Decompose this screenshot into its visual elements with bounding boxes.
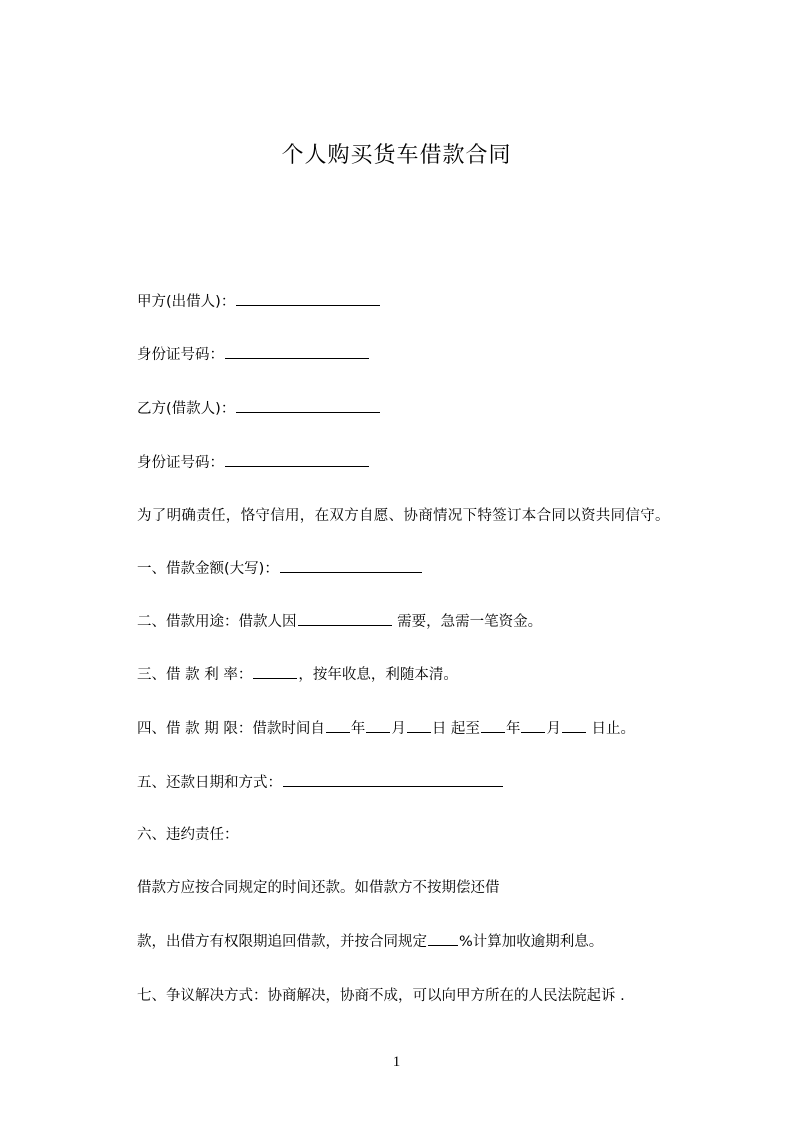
breach-text-suffix: %计算加收逾期利息。 [459, 934, 604, 950]
lender-name-blank [236, 290, 380, 306]
lender-line [137, 290, 381, 314]
clause-4-prefix: 四、借 款 期 限：借款时间自 [137, 721, 325, 737]
borrower-id-label: 身份证号码： [137, 455, 224, 471]
document-title: 个人购买货车借款合同 [281, 143, 512, 168]
lender-id-line [137, 343, 370, 367]
clause-1-amount [137, 557, 423, 581]
end-month-blank [521, 717, 545, 733]
clause-1-label: 一、借款金额(大写)： [137, 561, 279, 577]
breach-text-line-1: 借款方应按合同规定的时间还款。如借款方不按期偿还借 [137, 880, 500, 896]
clause-3-prefix: 三、借 款 利 率： [137, 667, 253, 683]
borrower-label: 乙方(借款人)： [137, 401, 236, 417]
clause-2-purpose [137, 610, 542, 634]
page-number: 1 [392, 1054, 401, 1070]
lender-label: 甲方(出借人)： [137, 294, 236, 310]
start-month-blank [366, 717, 390, 733]
end-year-label: 年 [505, 721, 521, 737]
intro-paragraph: 为了明确责任，恪守信用，在双方自愿、协商情况下特签订本合同以资共同信守。 [137, 508, 670, 524]
start-year-blank [326, 717, 350, 733]
end-day-blank [562, 717, 586, 733]
breach-text-line-2 [137, 930, 603, 954]
lender-id-blank [225, 343, 369, 359]
overdue-rate-blank [428, 930, 458, 946]
breach-text-prefix: 款，出借方有权限期追回借款，并按合同规定 [137, 934, 427, 950]
end-month-label: 月 [546, 721, 561, 737]
borrower-id-blank [225, 451, 369, 467]
clause-3-suffix: ，按年收息，利随本清。 [298, 667, 458, 683]
clause-3-rate [137, 663, 458, 687]
lender-id-label: 身份证号码： [137, 347, 224, 363]
rate-blank [253, 663, 297, 679]
start-day-label: 日 起至 [431, 721, 480, 737]
start-day-blank [407, 717, 431, 733]
end-day-label: 日止。 [586, 721, 636, 737]
borrower-id-line [137, 451, 370, 475]
clause-7-dispute: 七、争议解决方式：协商解决，协商不成，可以向甲方所在的人民法院起诉 . [137, 988, 625, 1004]
purpose-blank [298, 610, 392, 626]
clause-6-title: 六、违约责任： [137, 827, 239, 843]
start-month-label: 月 [391, 721, 406, 737]
clause-5-repayment [137, 771, 504, 795]
borrower-line [137, 397, 381, 421]
amount-blank [280, 557, 422, 573]
clause-2-suffix: 需要，急需一笔资金。 [392, 614, 543, 630]
borrower-name-blank [236, 397, 380, 413]
clause-5-label: 五、还款日期和方式： [137, 775, 282, 791]
end-year-blank [481, 717, 505, 733]
repayment-blank [283, 771, 503, 787]
clause-4-term [137, 717, 635, 741]
clause-2-prefix: 二、借款用途：借款人因 [137, 614, 297, 630]
start-year-label: 年 [350, 721, 366, 737]
